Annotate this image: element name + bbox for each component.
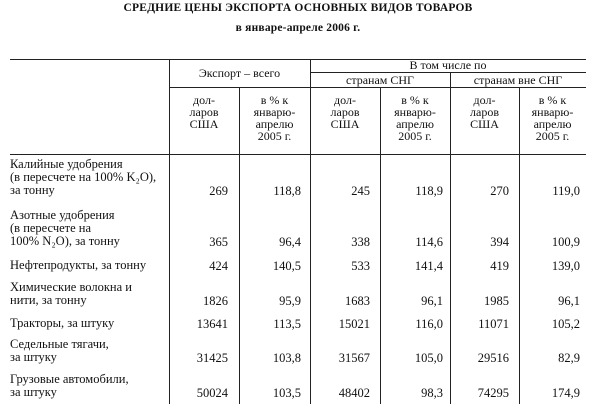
row-label: Азотные удобрения (в пересчете на 100% N₂O), за тонну	[10, 208, 120, 248]
row-label: Калийные удобрения (в пересчете на 100% K₂O), за тонну	[10, 157, 157, 197]
header-including: В том числе по	[409, 58, 487, 72]
table-subtitle: в январе-апреле 2006 г.	[235, 22, 361, 34]
cell-usd: 270	[490, 184, 509, 198]
cell-percent: 100,9	[551, 235, 580, 249]
header-col-usd: дол- ларов США	[189, 93, 219, 131]
cell-usd: 31425	[196, 351, 228, 365]
cell-usd: 419	[490, 259, 509, 273]
cell-percent: 113,5	[273, 317, 301, 331]
cell-usd: 394	[490, 235, 509, 249]
header-col-usd: дол- ларов США	[330, 93, 360, 131]
cell-percent: 174,9	[551, 386, 580, 400]
cell-percent: 116,0	[415, 317, 443, 331]
header-export-total: Экспорт – всего	[198, 66, 281, 80]
cell-usd: 365	[209, 235, 228, 249]
cell-usd: 11071	[478, 317, 509, 331]
cell-usd: 29516	[477, 351, 509, 365]
cell-usd: 533	[351, 259, 370, 273]
header-col-percent: в % к январю- апрелю 2005 г.	[531, 93, 574, 143]
cell-percent: 105,0	[414, 351, 443, 365]
header-col-usd: дол- ларов США	[470, 93, 499, 131]
cell-percent: 119,0	[552, 184, 580, 198]
header-cis: странам СНГ	[346, 73, 414, 87]
cell-percent: 96,4	[279, 235, 301, 249]
cell-percent: 118,8	[273, 184, 301, 198]
cell-percent: 96,1	[558, 294, 580, 308]
cell-percent: 105,2	[551, 317, 580, 331]
row-label: Тракторы, за штуку	[10, 316, 115, 330]
header-non-cis: странам вне СНГ	[473, 73, 563, 87]
cell-usd: 1683	[345, 294, 370, 308]
cell-percent: 103,8	[272, 351, 301, 365]
cell-usd: 50024	[196, 386, 228, 400]
cell-percent: 82,9	[558, 351, 580, 365]
row-label: Нефтепродукты, за тонну	[10, 258, 147, 272]
row-label: Химические волокна и нити, за тонну	[10, 280, 132, 307]
cell-percent: 96,1	[421, 294, 443, 308]
row-label: Седельные тягачи, за штуку	[10, 337, 109, 364]
header-col-percent: в % к январю- апрелю 2005 г.	[394, 93, 436, 143]
cell-usd: 245	[351, 184, 370, 198]
cell-percent: 114,6	[415, 235, 443, 249]
cell-usd: 338	[351, 235, 370, 249]
cell-percent: 98,3	[421, 386, 443, 400]
cell-usd: 48402	[338, 386, 370, 400]
cell-usd: 13641	[196, 317, 228, 331]
cell-percent: 141,4	[414, 259, 443, 273]
cell-usd: 15021	[338, 317, 370, 331]
cell-percent: 95,9	[279, 294, 301, 308]
cell-percent: 103,5	[272, 386, 301, 400]
table-title: СРЕДНИЕ ЦЕНЫ ЭКСПОРТА ОСНОВНЫХ ВИДОВ ТОВАРОВ	[123, 2, 473, 14]
header-bottom-rule	[10, 154, 586, 155]
cell-percent: 118,9	[415, 184, 443, 198]
row-label: Грузовые автомобили, за штуку	[10, 372, 129, 399]
header-subgroup-rule	[169, 87, 586, 88]
cell-percent: 140,5	[272, 259, 301, 273]
cell-usd: 269	[209, 184, 228, 198]
cell-percent: 139,0	[551, 259, 580, 273]
cell-usd: 1985	[484, 294, 509, 308]
cell-usd: 1826	[203, 294, 228, 308]
cell-usd: 424	[209, 259, 228, 273]
cell-usd: 74295	[477, 386, 509, 400]
header-col-percent: в % к январю- апрелю 2005 г.	[253, 93, 296, 143]
cell-usd: 31567	[338, 351, 370, 365]
